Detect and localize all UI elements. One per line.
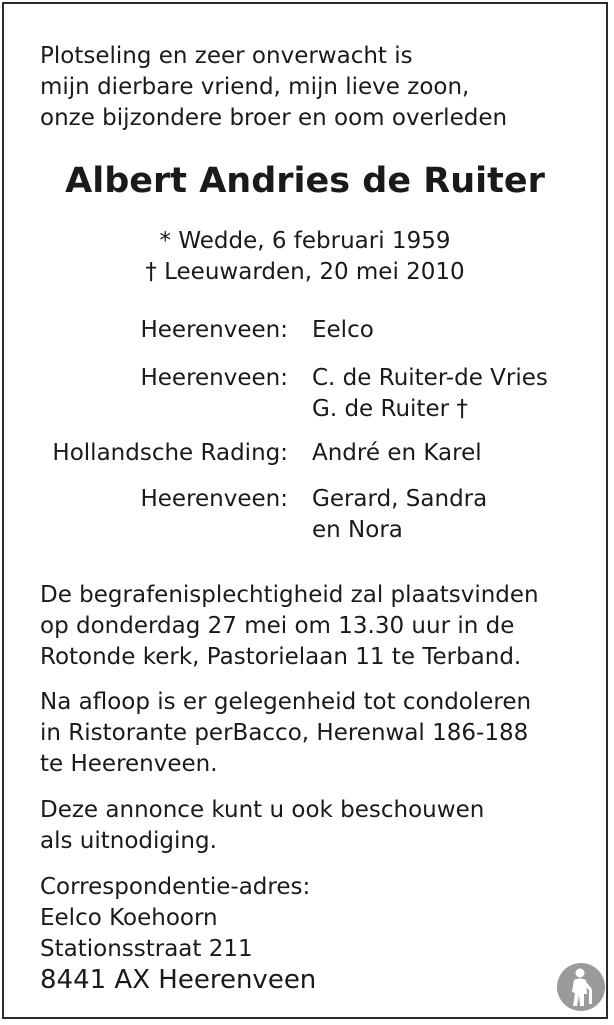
condolence-line: Na afloop is er gelegenheid tot condoleren <box>40 689 532 715</box>
family-names <box>312 484 487 546</box>
memorial-figure-icon <box>556 962 606 1012</box>
family-place: Heerenveen: <box>140 486 288 512</box>
deceased-name: Albert Andries de Ruiter <box>65 161 545 201</box>
family-member: G. de Ruiter † <box>312 396 468 422</box>
family-names <box>312 438 482 469</box>
family-names <box>312 363 548 425</box>
correspondence-label: Correspondentie-adres: <box>40 874 311 900</box>
correspondence-name: Eelco Koehoorn <box>40 905 218 931</box>
correspondence-postcode-city: 8441 AX Heerenveen <box>40 965 317 995</box>
invitation-line: als uitnodiging. <box>40 828 217 854</box>
funeral-line: op donderdag 27 mei om 13.30 uur in de <box>40 613 515 639</box>
intro-line: onze bijzondere broer en oom overleden <box>40 105 508 131</box>
family-place: Hollandsche Rading: <box>52 440 288 466</box>
invitation-paragraph <box>40 795 484 857</box>
intro-text <box>40 41 507 134</box>
family-member: en Nora <box>312 517 403 543</box>
family-place: Heerenveen: <box>140 365 288 391</box>
birth-line: * Wedde, 6 februari 1959 <box>159 228 451 254</box>
correspondence-address <box>40 872 316 996</box>
family-place: Heerenveen: <box>140 317 288 343</box>
intro-line: mijn dierbare vriend, mijn lieve zoon, <box>40 74 470 100</box>
correspondence-street: Stationsstraat 211 <box>40 936 253 962</box>
family-member: Gerard, Sandra <box>312 486 488 512</box>
funeral-line: Rotonde kerk, Pastorielaan 11 te Terband. <box>40 644 522 670</box>
family-names <box>312 315 374 346</box>
death-line: † Leeuwarden, 20 mei 2010 <box>145 259 465 285</box>
intro-line: Plotseling en zeer onverwacht is <box>40 43 413 69</box>
funeral-paragraph <box>40 580 539 673</box>
invitation-line: Deze annonce kunt u ook beschouwen <box>40 797 485 823</box>
life-dates <box>4 226 606 288</box>
funeral-line: De begrafenisplechtigheid zal plaatsvinden <box>40 582 539 608</box>
obituary-notice <box>2 2 608 1019</box>
condolence-line: in Ristorante perBacco, Herenwal 186-188 <box>40 720 529 746</box>
condolence-line: te Heerenveen. <box>40 751 218 777</box>
family-member: Eelco <box>312 317 374 343</box>
condolence-paragraph <box>40 687 531 780</box>
family-member: C. de Ruiter-de Vries <box>312 365 548 391</box>
family-member: André en Karel <box>312 440 482 466</box>
